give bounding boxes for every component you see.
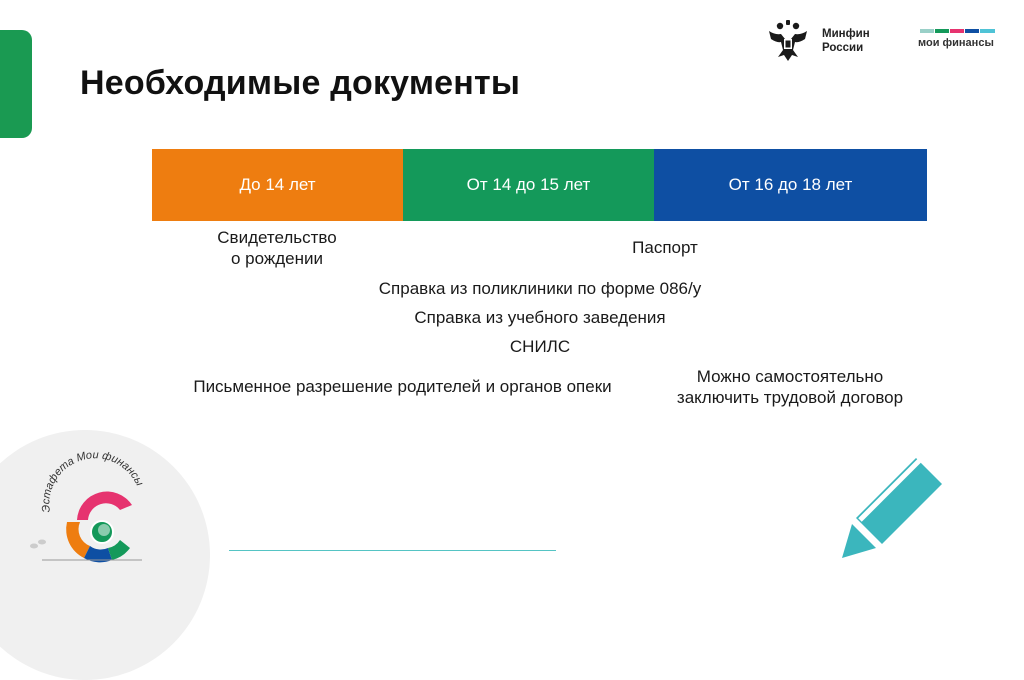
doc-contract-line1: Можно самостоятельно — [696, 367, 884, 386]
doc-self-contract — [655, 366, 925, 408]
pencil-icon — [838, 452, 948, 562]
age-group-under-14: До 14 лет — [152, 149, 403, 221]
doc-contract-line2: заключить трудовой договор — [676, 388, 904, 407]
page-title: Необходимые документы — [80, 64, 521, 102]
accent-tab — [0, 30, 32, 138]
age-groups-bar — [152, 149, 927, 221]
minfin-logo-text — [822, 27, 870, 55]
doc-parental-permission: Письменное разрешение родителей и органов опеки — [193, 377, 612, 396]
moi-finansy-stripes — [920, 29, 995, 33]
relay-logo-text: Эстафета Мои финансы — [40, 450, 146, 513]
doc-school-certificate: Справка из учебного заведения — [414, 308, 666, 327]
relay-logo — [22, 450, 162, 565]
doc-birth-line1: Свидетельство — [217, 228, 337, 247]
bottom-divider — [229, 550, 556, 551]
doc-snils: СНИЛС — [509, 337, 571, 356]
age-group-16-18: От 16 до 18 лет — [654, 149, 927, 221]
moi-finansy-logo: мои финансы — [918, 37, 994, 49]
minfin-line2: России — [822, 42, 864, 54]
minfin-line1: Минфин — [822, 28, 870, 40]
age-group-14-15: От 14 до 15 лет — [403, 149, 654, 221]
doc-passport: Паспорт — [632, 238, 698, 257]
doc-clinic-certificate: Справка из поликлиники по форме 086/у — [378, 279, 702, 298]
doc-birth-line2: о рождении — [230, 249, 324, 268]
doc-birth-certificate — [187, 227, 367, 269]
double-headed-eagle-icon — [765, 17, 811, 63]
